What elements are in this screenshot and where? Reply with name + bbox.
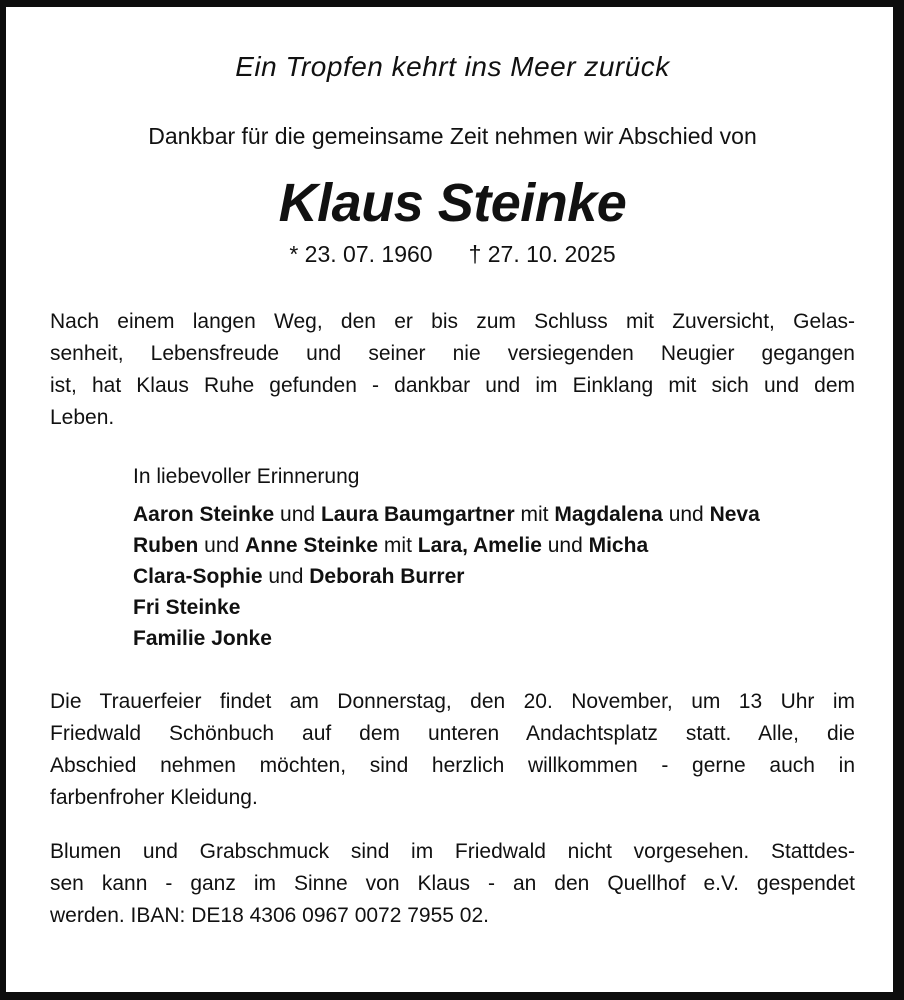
mourner-name: Fri Steinke — [133, 596, 241, 620]
text-line: senheit, Lebensfreude und seiner nie versiegenden Neugier gegangen — [50, 342, 855, 366]
death-date: † 27. 10. 2025 — [468, 241, 616, 268]
life-dates — [50, 241, 855, 268]
mourner-line — [133, 623, 855, 654]
mourner-name: Anne Steinke — [245, 534, 379, 558]
mourner-name: Micha — [588, 534, 649, 558]
connector-word: mit — [378, 534, 418, 558]
text-line: Leben. — [50, 406, 115, 430]
text-line: sen kann - ganz im Sinne von Klaus - an den Quellhof e.V. gespendet — [50, 872, 855, 896]
text-line: werden. IBAN: DE18 4306 0967 0072 7955 02. — [50, 904, 489, 928]
donation-info-paragraph — [50, 836, 855, 932]
text-line: Blumen und Grabschmuck sind im Friedwald nicht vorgesehen. Stattdes- — [50, 840, 855, 864]
memorial-block — [133, 462, 855, 654]
connector-word: und — [541, 534, 589, 558]
text-line: Die Trauerfeier findet am Donnerstag, den 20. November, um 13 Uhr im — [50, 690, 855, 714]
mourner-name: Neva — [709, 503, 760, 527]
farewell-intro: Dankbar für die gemeinsame Zeit nehmen wir Abschied von — [148, 123, 757, 149]
mourner-line — [133, 561, 855, 592]
mourner-line — [133, 530, 855, 561]
mourner-name: Lara, Amelie — [417, 534, 542, 558]
mourner-name: Clara-Sophie — [133, 565, 263, 589]
connector-word: und — [274, 503, 321, 527]
mourner-name: Familie Jonke — [133, 627, 272, 651]
mourner-name: Laura Baumgartner — [320, 503, 515, 527]
text-line: ist, hat Klaus Ruhe gefunden - dankbar und im Einklang mit sich und dem — [50, 374, 855, 398]
mourner-name: Deborah Burrer — [309, 565, 465, 589]
mourner-name: Magdalena — [554, 503, 663, 527]
eulogy-paragraph — [50, 306, 855, 434]
connector-word: und — [198, 534, 246, 558]
text-line: Friedwald Schönbuch auf dem unteren Andachtsplatz statt. Alle, die — [50, 722, 855, 746]
mourner-line — [133, 499, 855, 530]
mourner-name: Ruben — [133, 534, 199, 558]
epigraph: Ein Tropfen kehrt ins Meer zurück — [235, 51, 670, 82]
connector-word: und — [662, 503, 710, 527]
mourner-line — [133, 592, 855, 623]
text-line: farbenfroher Kleidung. — [50, 786, 258, 810]
remembrance-heading: In liebevoller Erinnerung — [133, 465, 360, 489]
obituary-content — [6, 51, 893, 932]
mourner-name: Aaron Steinke — [133, 503, 275, 527]
text-line: Abschied nehmen möchten, sind herzlich willkommen - gerne auch in — [50, 754, 855, 778]
mourners-list — [133, 499, 855, 654]
service-info-paragraph — [50, 686, 855, 814]
connector-word: mit — [514, 503, 555, 527]
birth-date: * 23. 07. 1960 — [289, 241, 433, 268]
text-line: Nach einem langen Weg, den er bis zum Schluss mit Zuversicht, Gelas- — [50, 310, 855, 334]
deceased-name: Klaus Steinke — [278, 173, 627, 233]
connector-word: und — [262, 565, 310, 589]
